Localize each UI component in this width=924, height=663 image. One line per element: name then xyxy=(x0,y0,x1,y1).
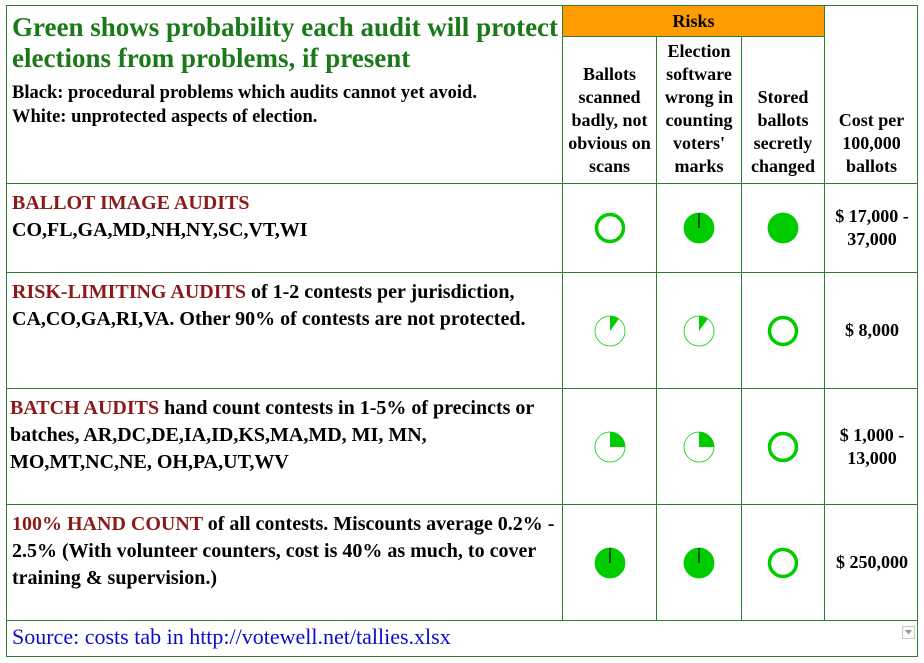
row-detail: hand count contests in 1-5% of precincts or batches, AR,DC,DE,IA,ID,KS,MA,MD, MI, MN, MO,MT,NC,NE, OH,PA,UT,WV xyxy=(10,397,534,473)
empty-ring xyxy=(596,215,623,242)
pie-marker xyxy=(765,545,801,581)
empty-ring xyxy=(770,549,797,576)
chevron-down-icon[interactable] xyxy=(902,626,915,639)
grid-line xyxy=(563,36,824,37)
column-header-scanned: Ballots scanned badly, not obvious on scans xyxy=(568,64,651,176)
column-header-cost: Cost per 100,000 ballots xyxy=(838,110,905,176)
grid-line xyxy=(7,620,917,621)
column-header-stored: Stored ballots secretly changed xyxy=(750,87,815,176)
empty-ring xyxy=(770,433,797,460)
cost-cell: $ 250,000 xyxy=(836,552,908,572)
pie-icon xyxy=(742,505,824,620)
pie-icon xyxy=(742,184,824,272)
pie-icon xyxy=(563,273,656,388)
pie-marker xyxy=(592,545,628,581)
row-text-ballot-image xyxy=(12,190,560,244)
legend-black: Black: procedural problems which audits cannot yet avoid. xyxy=(12,83,477,103)
legend xyxy=(12,81,562,129)
row-detail: of all contests. Miscounts average 0.2% - 2.5% (With volunteer counters, cost is 40% as much, to cover training & supervision.) xyxy=(12,513,555,589)
cost-cell: $ 17,000 - 37,000 xyxy=(835,206,909,249)
pie-icon xyxy=(563,184,656,272)
pie-icon xyxy=(563,389,656,504)
pie-marker xyxy=(765,429,801,465)
row-detail: CO,FL,GA,MD,NH,NY,SC,VT,WI xyxy=(12,219,308,241)
row-text-hand-count xyxy=(12,511,560,592)
pie-marker xyxy=(592,313,628,349)
row-lead: BATCH AUDITS xyxy=(10,397,160,419)
pie-slice xyxy=(610,432,625,447)
pie-marker xyxy=(592,210,628,246)
empty-ring xyxy=(770,317,797,344)
page-title: Green shows probability each audit will protect elections from problems, if present xyxy=(12,12,559,73)
pie-icon xyxy=(657,505,741,620)
row-lead: 100% HAND COUNT xyxy=(12,513,203,535)
row-lead: RISK-LIMITING AUDITS xyxy=(12,281,246,303)
cost-cell: $ 1,000 - 13,000 xyxy=(839,424,905,468)
pie-icon xyxy=(742,389,824,504)
cost-cell: $ 8,000 xyxy=(845,320,899,340)
pie-marker xyxy=(681,429,717,465)
pie-marker xyxy=(765,313,801,349)
pie-icon xyxy=(657,273,741,388)
row-detail: of 1-2 contests per jurisdiction, CA,CO,GA,RI,VA. Other 90% of contests are not protected. xyxy=(12,281,526,330)
row-text-risk-limiting xyxy=(12,279,560,333)
column-header-software: Election software wrong in counting voters' marks xyxy=(664,41,734,176)
pie-marker xyxy=(681,313,717,349)
pie-marker xyxy=(681,210,717,246)
pie-slice xyxy=(699,432,714,447)
row-lead: BALLOT IMAGE AUDITS xyxy=(12,192,250,214)
pie-icon xyxy=(657,389,741,504)
pie-marker xyxy=(681,545,717,581)
source-note: Source: costs tab in http://votewell.net/tallies.xlsx xyxy=(12,624,451,649)
row-text-batch xyxy=(10,395,562,476)
pie-marker xyxy=(765,210,801,246)
risks-header: Risks xyxy=(563,6,824,36)
pie-slice xyxy=(768,213,798,243)
pie-icon xyxy=(563,505,656,620)
pie-marker xyxy=(592,429,628,465)
pie-icon xyxy=(742,273,824,388)
pie-icon xyxy=(657,184,741,272)
legend-white: White: unprotected aspects of election. xyxy=(12,107,318,127)
